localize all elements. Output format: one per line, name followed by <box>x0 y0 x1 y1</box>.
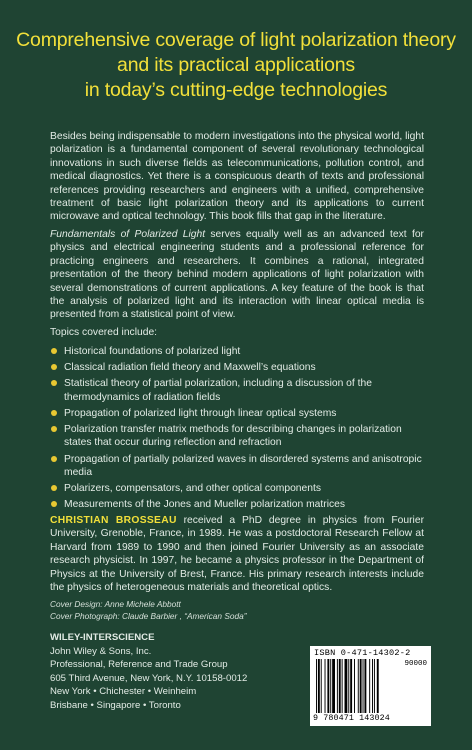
barcode-number: 9 780471 143024 <box>313 713 390 723</box>
topic-text: Polarization transfer matrix methods for describing changes in polarization states that occur during reflection and refraction <box>64 424 402 449</box>
barcode-bar <box>342 659 343 713</box>
barcode-bar <box>327 659 329 713</box>
bullet-icon <box>51 380 57 386</box>
bullet-icon <box>51 348 57 354</box>
headline-line-3: in today’s cutting-edge technologies <box>84 79 388 101</box>
publisher-address: 605 Third Avenue, New York, N.Y. 10158-0012 <box>50 672 248 684</box>
cover-credits <box>50 599 246 622</box>
author-name: CHRISTIAN BROSSEAU <box>50 515 177 526</box>
barcode-bar <box>377 659 379 713</box>
topics-list <box>50 345 424 514</box>
barcode-bar <box>318 659 320 713</box>
topic-item <box>50 345 424 358</box>
barcode-bar <box>345 659 348 713</box>
topic-item <box>50 482 424 495</box>
cover-photo-credit: Cover Photograph: Claude Barbier , “American Soda” <box>50 610 247 621</box>
barcode-bar <box>330 659 331 713</box>
intro-paragraph: Besides being indispensable to modern investigations into the physical world, light polarization is a fundamental component of several revolutionary technological innovations in such diverse fields as telecommunications, pollution control, and medical diagnostics. Yet there is a conspicuous dearth of texts and professional references providing researchers and engineers with a unified, comprehensive treatment of basic light polarization theory and its applications to current microwave and optical technology. This book fills that gap in the literature. <box>50 131 424 223</box>
barcode-box <box>310 646 431 726</box>
topic-item <box>50 377 424 404</box>
author-bio <box>50 514 424 594</box>
price-code: 90000 <box>404 660 427 668</box>
barcode-bar <box>325 659 326 713</box>
publisher-block <box>50 631 247 713</box>
headline-line-1: Comprehensive coverage of light polarization theory <box>16 29 456 51</box>
barcode-bar <box>332 659 335 713</box>
topic-item <box>50 361 424 374</box>
book-description-text: serves equally well as an advanced text for physics and electrical engineering students and a professional reference for practicing engineers and researchers. It combines a rational, integrated presentation of the theory behind modern applications of light polarization with several demonstrations of current applications. A key feature of the book is that the analysis of polarized light and its interaction with linear optical media is presented from a statistical point of view. <box>50 229 424 321</box>
publisher-company: John Wiley & Sons, Inc. <box>50 645 152 657</box>
book-title: Fundamentals of Polarized Light <box>50 229 206 240</box>
bullet-icon <box>51 456 57 462</box>
cover-design-credit: Cover Design: Anne Michele Abbott <box>50 599 181 609</box>
bullet-icon <box>51 501 57 507</box>
publisher-imprint: WILEY-INTERSCIENCE <box>50 632 155 643</box>
topic-text: Polarizers, compensators, and other optical components <box>64 483 321 495</box>
barcode-bar <box>360 659 362 713</box>
topic-text: Historical foundations of polarized light <box>64 346 241 357</box>
barcode-bar <box>321 659 322 713</box>
topic-item <box>50 407 424 420</box>
barcode-bar <box>363 659 364 713</box>
barcode-bar <box>316 659 317 713</box>
publisher-group: Professional, Reference and Trade Group <box>50 659 228 671</box>
topic-text: Propagation of partially polarized waves in disordered systems and anisotropic media <box>64 453 422 478</box>
bullet-icon <box>51 485 57 491</box>
topics-heading: Topics covered include: <box>50 327 158 338</box>
topic-text: Classical radiation field theory and Maxwell’s equations <box>64 362 316 374</box>
isbn-label: ISBN 0-471-14302-2 <box>314 648 411 658</box>
publisher-cities-2: Brisbane • Singapore • Toronto <box>50 699 181 711</box>
topic-item <box>50 498 424 511</box>
barcode-bar <box>350 659 352 713</box>
book-description-paragraph <box>50 228 424 322</box>
topic-text: Measurements of the Jones and Mueller polarization matrices <box>64 499 346 511</box>
bullet-icon <box>51 426 57 432</box>
bullet-icon <box>51 364 57 370</box>
topic-text: Statistical theory of partial polarization, including a discussion of the thermodynamics of radiation fields <box>64 378 372 403</box>
headline <box>0 28 472 103</box>
publisher-cities-1: New York • Chichester • Weinheim <box>50 686 197 698</box>
barcode-bar <box>364 659 366 713</box>
topic-text: Propagation of polarized light through linear optical systems <box>64 407 337 419</box>
barcode-bar <box>337 659 338 713</box>
barcode-bar <box>372 659 373 713</box>
barcode-bar <box>348 659 349 713</box>
barcode-bar <box>374 659 375 713</box>
barcode-bar <box>369 659 370 713</box>
bullet-icon <box>51 410 57 416</box>
headline-line-2: and its practical applications <box>117 54 355 76</box>
author-bio-text: received a PhD degree in physics from Fourier University, Grenoble, France, in 1989. He was a postdoctoral Research Fellow at Harvard from 1989 to 1990 and then joined Fourier University as an associate research physicist. In 1997, he became a physics professor in the Department of Physics at the University of Brest, France. His primary research interests include the physics of heterogeneous materials and theoretical optics. <box>50 515 424 594</box>
barcode-bar <box>339 659 341 713</box>
topic-item <box>50 453 424 480</box>
barcode-bar <box>358 659 359 713</box>
barcode-icon <box>316 659 398 713</box>
topic-item <box>50 423 424 450</box>
barcode-bar <box>354 659 355 713</box>
